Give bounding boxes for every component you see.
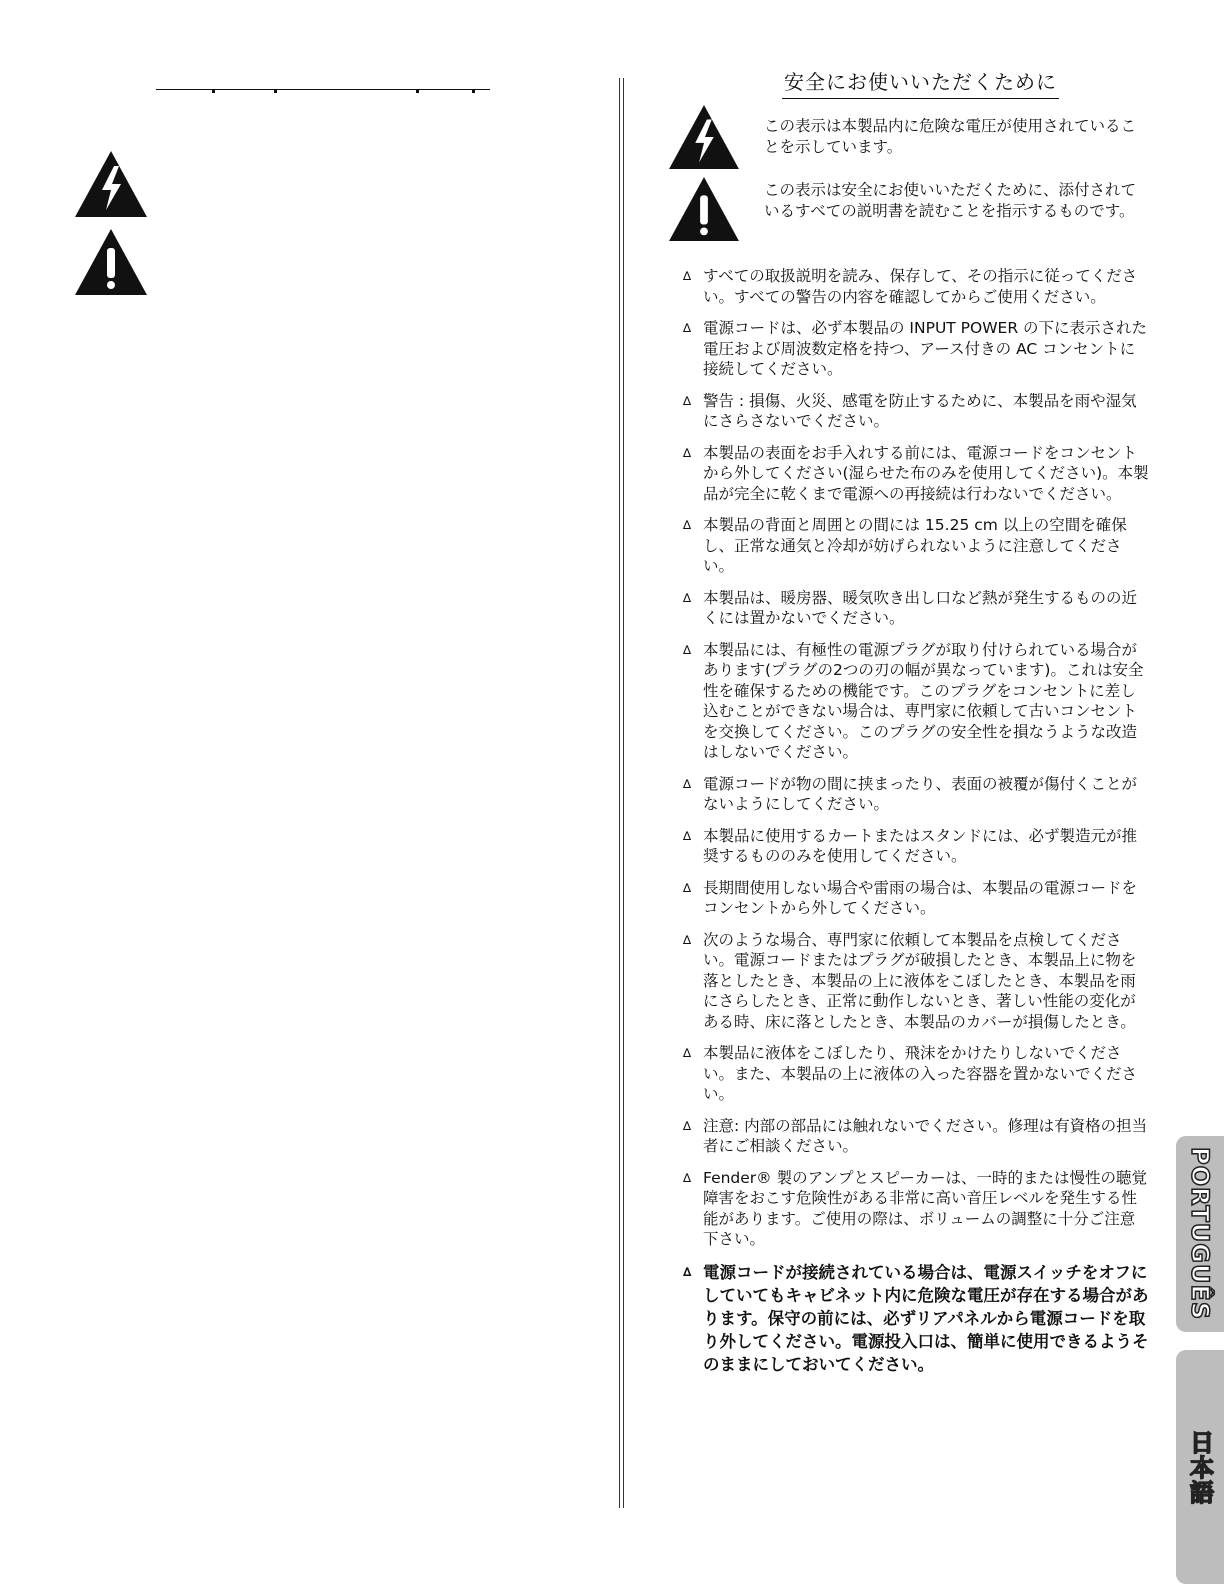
safety-item-text: 電源コードは、必ず本製品の INPUT POWER の下に表示された電圧および周波数定格を持つ、アース付きの AC コンセントに接続してください。 bbox=[703, 319, 1148, 378]
delta-bullet-icon: ∆ bbox=[683, 445, 692, 460]
safety-item bbox=[683, 774, 1149, 815]
left-exclamation-warning-icon bbox=[74, 228, 148, 296]
safety-item-text: 本製品の背面と周囲との間には 15.25 cm 以上の空間を確保し、正常な通気と冷却が妨げられないように注意してください。 bbox=[703, 516, 1127, 575]
exclamation-warning-icon bbox=[668, 176, 740, 242]
side-tab-label: PORTUGUÊS bbox=[1186, 1147, 1214, 1321]
safety-item bbox=[683, 1043, 1149, 1105]
delta-bullet-icon: ∆ bbox=[683, 590, 692, 605]
delta-bullet-icon: ∆ bbox=[683, 932, 692, 947]
safety-item-text: 電源コードが物の間に挟まったり、表面の被覆が傷付くことがないようにしてください。 bbox=[703, 774, 1138, 813]
safety-item bbox=[683, 1168, 1149, 1250]
side-tab-portuguese[interactable] bbox=[1176, 1136, 1224, 1332]
delta-bullet-icon: ∆ bbox=[683, 1118, 692, 1133]
delta-bullet-icon: ∆ bbox=[683, 321, 692, 335]
safety-instruction-list bbox=[683, 266, 1149, 1387]
delta-bullet-icon: ∆ bbox=[683, 880, 692, 895]
symbol-explanation-lightning bbox=[668, 104, 1158, 170]
safety-item-text: すべての取扱説明を読み、保存して、その指示に従ってください。すべての警告の内容を確認してからご使用ください。 bbox=[703, 267, 1138, 306]
side-tab-japanese[interactable] bbox=[1176, 1350, 1224, 1584]
safety-item bbox=[683, 443, 1149, 505]
safety-item-text: 注意: 内部の部品には触れないでください。修理は有資格の担当者にご相談ください。 bbox=[703, 1116, 1148, 1155]
safety-item bbox=[683, 391, 1149, 432]
symbol-description: この表示は本製品内に危険な電圧が使用されていることを示しています。 bbox=[764, 117, 1137, 156]
safety-item bbox=[683, 318, 1149, 380]
left-lightning-warning-icon bbox=[74, 150, 148, 218]
delta-bullet-icon: ∆ bbox=[683, 1170, 692, 1185]
column-divider bbox=[619, 78, 624, 1508]
safety-item bbox=[683, 1261, 1149, 1376]
delta-bullet-icon: ∆ bbox=[683, 776, 692, 791]
safety-item-text: 本製品の表面をお手入れする前には、電源コードをコンセントから外してください(湿らせた布のみを使用してください)。本製品が完全に乾くまで電源への再接続は行わないでください。 bbox=[703, 443, 1149, 503]
safety-item bbox=[683, 640, 1149, 763]
safety-item-text: 警告 : 損傷、火災、感電を防止するために、本製品を雨や湿気にさらさないでください。 bbox=[703, 391, 1137, 430]
symbol-description: この表示は安全にお使いいただくために、添付されているすべての説明書を読むことを指示するものです。 bbox=[764, 181, 1137, 220]
safety-item-text: 長期間使用しない場合や雷雨の場合は、本製品の電源コードをコンセントから外してください。 bbox=[703, 878, 1138, 917]
safety-item bbox=[683, 1116, 1149, 1157]
delta-bullet-icon: ∆ bbox=[683, 269, 692, 283]
delta-bullet-icon: ∆ bbox=[683, 393, 692, 408]
symbol-explanation-exclamation bbox=[668, 176, 1158, 244]
delta-bullet-icon: ∆ bbox=[683, 518, 692, 532]
delta-bullet-icon: ∆ bbox=[683, 642, 692, 657]
safety-item-text: 本製品に液体をこぼしたり、飛沫をかけたりしないでください。また、本製品の上に液体の入った容器を置かないでください。 bbox=[703, 1044, 1138, 1103]
safety-item bbox=[683, 878, 1149, 919]
safety-item bbox=[683, 515, 1149, 577]
safety-item-text: Fender® 製のアンプとスピーカーは、一時的または慢性の聴覚障害をおこす危険性がある非常に高い音圧レベルを発生する性能があります。ご使用の際は、ボリュームの調整に十分ご注意下さい。 bbox=[703, 1168, 1148, 1248]
safety-item bbox=[683, 826, 1149, 867]
safety-item-text: 本製品は、暖房器、暖気吹き出し口など熱が発生するものの近くには置かないでください。 bbox=[703, 588, 1138, 627]
safety-item-text: 本製品に使用するカートまたはスタンドには、必ず製造元が推奨するもののみを使用してください。 bbox=[703, 826, 1138, 865]
safety-item bbox=[683, 588, 1149, 629]
page-title: 安全にお使いいただくために bbox=[782, 68, 1059, 99]
left-title-rule bbox=[156, 89, 490, 90]
safety-item-text: 次のような場合、専門家に依頼して本製品を点検してください。電源コードまたはプラグが破損したとき、本製品上に物を落としたとき、本製品の上に液体をこぼしたとき、本製品を雨にさらしたとき、正常に動作しないとき、著しい性能の変化がある時、床に落としたとき、本製品のカバーが損傷したとき。 bbox=[703, 930, 1137, 1031]
safety-item bbox=[683, 266, 1149, 307]
lightning-warning-icon bbox=[668, 104, 740, 170]
safety-item-text: 本製品には、有極性の電源プラグが取り付けられている場合があります(プラグの2つの刃の幅が異なっています)。これは安全性を確保するための機能です。このプラグをコンセントに差し込むことができない場合は、専門家に依頼して古いコンセントを交換してください。このプラグの安全性を損なうような改造はしないでください。 bbox=[703, 640, 1144, 761]
delta-bullet-icon: ∆ bbox=[683, 1264, 692, 1279]
delta-bullet-icon: ∆ bbox=[683, 1046, 692, 1060]
side-tab-label: 日本語 bbox=[1185, 1429, 1214, 1505]
delta-bullet-icon: ∆ bbox=[683, 828, 692, 843]
safety-item bbox=[683, 930, 1149, 1033]
safety-item-text: 電源コードが接続されている場合は、電源スイッチをオフにしていてもキャビネット内に危険な電圧が存在する場合があります。保守の前には、必ずリアパネルから電源コードを取り外してください。電源投入口は、簡単に使用できるようそのままにしておいてください。 bbox=[703, 1262, 1149, 1374]
